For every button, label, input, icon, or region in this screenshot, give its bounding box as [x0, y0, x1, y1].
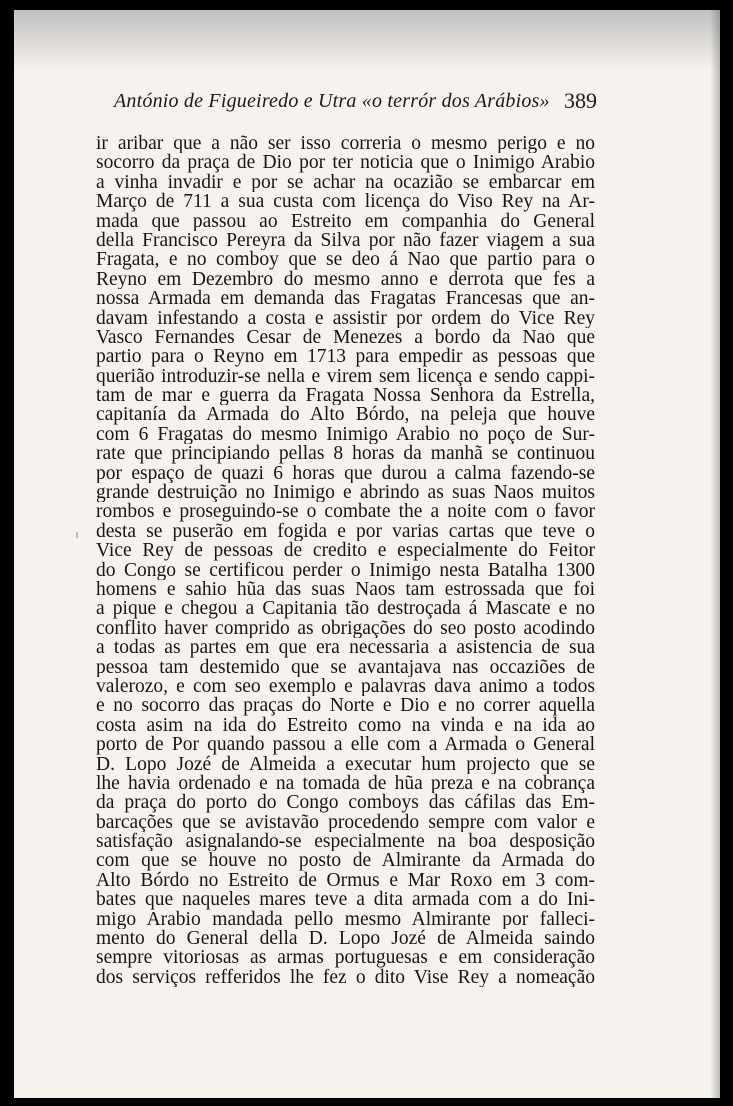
- text-line: mento do General della D. Lopo Jozé de Almeida saindo: [96, 929, 595, 949]
- text-line: socorro da praça de Dio por ter noticia que o Inimigo Arabio: [96, 153, 595, 173]
- text-line: valerozo, e com seo exemplo e palavras dava animo a todos: [96, 676, 595, 697]
- page-sheet: [14, 10, 720, 1098]
- text-line: a pique e chegou a Capitania tão destroçada á Mascate e no: [96, 599, 595, 619]
- text-line: da praça do porto do Congo comboys das cáfilas das Em-: [96, 793, 595, 813]
- text-line: porto de Por quando passou a elle com a Armada o General: [96, 735, 595, 755]
- text-line: migo Arabio mandada pello mesmo Almirante por falleci-: [96, 909, 595, 930]
- text-line: capitanía da Armada do Alto Bórdo, na peleja que houve: [96, 405, 595, 425]
- text-line: pessoa tam destemido que se avantajava nas occaziões de: [96, 657, 595, 677]
- text-line: sempre vitoriosas as armas portuguesas e em consideração: [96, 948, 595, 968]
- text-line: barcações que se avistavão procedendo sempre com valor e: [96, 812, 595, 833]
- scan-speck: [76, 532, 78, 538]
- text-line: querião introduzir-se nella e virem sem licença e sendo cappi-: [96, 366, 595, 387]
- text-line: satisfação asignalando-se especialmente na boa desposição: [96, 832, 595, 852]
- text-line: grande destruição no Inimigo e abrindo as suas Naos muitos: [96, 483, 595, 503]
- text-line: a vinha invadir e por se achar na ocazião se embarcar em: [96, 172, 595, 193]
- text-line: costa asim na ida do Estreito como na vinda e na ida ao: [96, 715, 595, 736]
- text-line: della Francisco Pereyra da Silva por não fazer viagem a sua: [96, 230, 595, 251]
- text-line: homens e sahio hũa das suas Naos tam estrossada que foi: [96, 579, 595, 600]
- text-line: Vice Rey de pessoas de credito e especialmente do Feitor: [96, 541, 595, 561]
- text-line: bates que naqueles mares teve a dita armada com a do Ini-: [96, 890, 595, 910]
- body-text: [96, 134, 595, 987]
- text-line: rate que principiando pellas 8 horas da manhã se continuou: [96, 444, 595, 464]
- text-line: a todas as partes em que era necessaria a asistencia de sua: [96, 638, 595, 658]
- text-line: nossa Armada em demanda das Fragatas Francesas que an-: [96, 289, 595, 309]
- page-number: 389: [564, 88, 597, 113]
- text-line: conflito haver comprido as obrigações do seo posto acodindo: [96, 618, 595, 639]
- text-line: D. Lopo Jozé de Almeida a executar hum projecto que se: [96, 754, 595, 774]
- page-edge-shadow: [710, 10, 720, 1098]
- text-line: lhe havia ordenado e na tomada de hũa preza e na cobrança: [96, 773, 595, 794]
- text-line: Vasco Fernandes Cesar de Menezes a bordo da Nao que: [96, 327, 595, 348]
- text-line: rombos e proseguindo-se o combate the a noite com o favor: [96, 502, 595, 522]
- text-line: desta se puserão em fogida e por varias cartas que teve o: [96, 521, 595, 542]
- text-line: com que se houve no posto de Almirante da Armada do: [96, 851, 595, 871]
- text-line: Reyno em Dezembro do mesmo anno e derrota que fes a: [96, 269, 595, 290]
- text-line: com 6 Fragatas do mesmo Inimigo Arabio no poço de Sur-: [96, 424, 595, 445]
- text-line: Alto Bórdo no Estreito de Ormus e Mar Roxo em 3 com-: [96, 870, 595, 891]
- running-title: António de Figueiredo e Utra «o terrór dos Arábios»: [114, 90, 550, 112]
- text-line: por espaço de quazi 6 horas que durou a calma fazendo-se: [96, 463, 595, 484]
- text-line: e no socorro das praças do Norte e Dio e no correr aquella: [96, 696, 595, 716]
- scan-shadow: [14, 10, 720, 70]
- text-line: Fragata, e no comboy que se deo á Nao que partio para o: [96, 250, 595, 270]
- text-line: do Congo se certificou perder o Inimigo nesta Batalha 1300: [96, 560, 595, 580]
- text-line: tam de mar e guerra da Fragata Nossa Senhora da Estrella,: [96, 386, 595, 406]
- text-line: davam infestando a costa e assistir por ordem do Vice Rey: [96, 308, 595, 328]
- text-line: ir aribar que a não ser isso correria o mesmo perigo e no: [96, 134, 595, 154]
- text-line: partio para o Reyno em 1713 para empedir as pessoas que: [96, 347, 595, 367]
- text-line: mada que passou ao Estreito em companhia do General: [96, 211, 595, 231]
- text-line: dos serviços refferidos lhe fez o dito Vise Rey a nomeação: [96, 967, 595, 988]
- text-line: Março de 711 a sua custa com licença do Viso Rey na Ar-: [96, 192, 595, 212]
